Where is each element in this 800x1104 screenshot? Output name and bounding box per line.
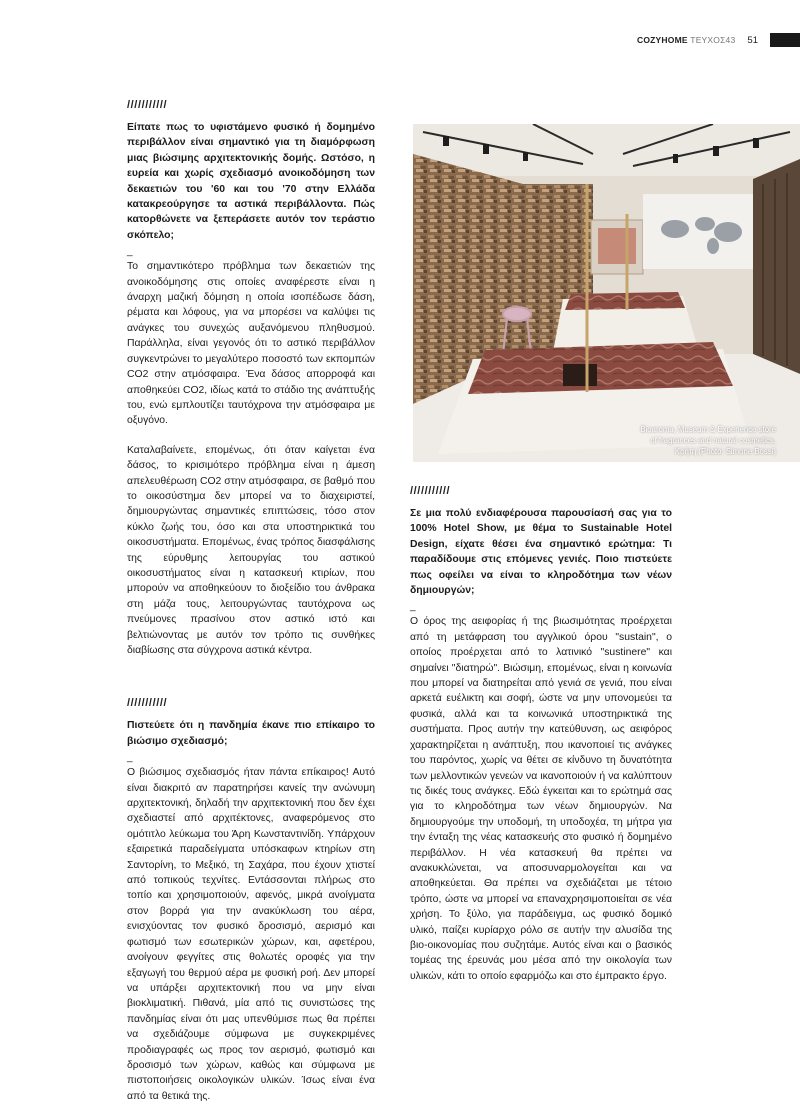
page-number: 51 bbox=[747, 34, 758, 46]
interview-question: Πιστεύετε ότι η πανδημία έκανε πιο επίκαιρο το βιώσιμο σχεδιασμό; bbox=[127, 720, 375, 747]
paragraph-gap bbox=[127, 429, 375, 443]
caption-line: Κρήτη (Photo: Simone Bossi) bbox=[674, 447, 776, 456]
magazine-name bbox=[637, 35, 735, 45]
answer-dash: _ bbox=[410, 601, 416, 613]
answer-paragraph: Καταλαβαίνετε, επομένως, ότι όταν καίγεται ένα δάσος, το κρισιμότερο πρόβλημα είναι η άμεση απελευθέρωση CO2 στην ατμόσφαιρα, σε βαθμό που το οικοσύστημα δεν μπορεί να το διαχειριστεί, δημιουργώντας σημαντικές επιπτώσεις, τόσο στον κύκλο ζωής του, όσο και στα υποστηρικτικά του οικοσυστήματα. Επομένως, ένας τρόπος διασφάλισης της εύρυθμης λειτουργίας του αστικού οικοσυστήματος είναι η κατασκευή κτιρίων, που μπορούν να αποθηκεύουν το διοξείδιο του άνθρακα στη μάζα τους, λειτουργώντας ταυτόχρονα ως πνεύμονες πρασίνου στον αστικό ιστό και βελτιώνοντας με αυτόν τον τρόπο τις συνθήκες διαβίωσης στα σύγχρονα αστικά κέντρα. bbox=[127, 444, 375, 656]
answer-dash: _ bbox=[127, 246, 133, 258]
section-marker: /////////// bbox=[127, 99, 168, 111]
caption-line: Bioaroma, Museum & Experience store bbox=[640, 425, 776, 434]
answer-paragraph: Ο όρος της αειφορίας ή της βιωσιμότητας προέρχεται από τη μετάφραση του αγγλικού όρου "sustain", ο οποίος προέρχεται από το λατινικό "sustinere" και σημαίνει "διατηρώ". Βιώσιμη, επομένως, είναι η κοινωνία που μπορεί να διατηρείται από γενιά σε γενιά, που είναι αρκετά ευέλικτη και σοφή, ώστε να μην υπονομεύει τα φυσικά, αλλά και τα κοινωνικά υποστηρικτικά της συστήματα. Προς αυτήν την κατεύθυνση, ως αειφόρος χαρακτηρίζεται η ανάπτυξη, που ικανοποιεί τις ανάγκες του παρόντος, χωρίς να θέτει σε κίνδυνο τη δυνατότητα των μελλοντικών γενεών να ικανοποιούν ή να καλύπτουν τις δικές τους ανάγκες. Εδώ έγκειται και το ερώτημά σας για το κληροδότημα των νέων δημιουργών. Να δημιουργούμε την υποδομή, τη υποδοχέα, τη μήτρα για την ένταξη της νέας κατασκευής στο φυσικό ή δομημένο περιβάλλον. Η νέα κατασκευή θα πρέπει να ανακυκλώνεται, να αποσυναρμολογείται και να αποθηκεύεται. Θα πρέπει να σχεδιάζεται με τέτοιο τρόπο, ώστε να μπορεί να επαναχρησιμοποιείται σε νέα χρήση. Το ξύλο, για παράδειγμα, ως φυσικό δομικό υλικό, παίζει κυρίαρχο ρόλο σε αυτήν την αλυσίδα της βιο-οικονομίας που συζητάμε. Αυτός είναι και ο βασικός τομέας της έρευνάς μου μέσα από την οικολογία των υλικών, κάτι το οποίο εφαρμόζω και στο έμπρακτο έργο. bbox=[410, 616, 672, 982]
photo-caption bbox=[566, 424, 776, 457]
store-interior-illustration bbox=[413, 124, 800, 462]
answer-dash: _ bbox=[127, 752, 133, 764]
right-column bbox=[410, 484, 672, 984]
left-column bbox=[127, 98, 375, 1104]
answer-paragraph: Ο βιώσιμος σχεδιασμός ήταν πάντα επίκαιρος! Αυτό είναι διακριτό αν παρατηρήσει κανείς την ανώνυμη αρχιτεκτονική, δηλαδή την αρχιτεκτονική που δεν έχει σχεδιαστεί από αρχιτέκτονες, αναφερόμενος στο ομότιτλο λεύκωμα του Άρη Κωνσταντινίδη. Υπάρχουν εξαιρετικά παραδείγματα υπόσκαφων κτηρίων στη Σαντορίνη, το Μεξικό, τη Σαχάρα, που έχουν χτιστεί από τοπικούς τεχνίτες. Εντάσσονται πλήρως στο τοπίο και χρησιμοποιούν, αφενός, μικρά ανοίγματα στον βορρά για την ανακύκλωση του αέρα, ενισχύοντας τον φυσικό δροσισμό, αερισμό και φωτισμό των εσωτερικών χώρων, και, αφετέρου, ανοίγουν φεγγίτες στις θολωτές οροφές για την εξαγωγή του θερμού αέρα με φυσική ροή. Δεν μπορεί να υπάρξει αρχιτεκτονική που να μην είναι βιοκλιματική. Πιθανά, μία από τις συνιστώσες της πανδημίας είναι ότι μας υπενθύμισε πως θα πρέπει να σχεδιάζουμε σύμφωνα με συγκεκριμένες προδιαγραφές ως προς τον αερισμό, φωτισμό και δροσισμό των χώρων, καθώς και σύμφωνα με πιστοποιήσεις οικολογικών υλικών. Ίσως είναι ένα από τα θετικά της. bbox=[127, 767, 375, 1102]
interior-photo bbox=[413, 124, 800, 462]
section-marker: /////////// bbox=[127, 697, 168, 710]
section-marker: /////////// bbox=[410, 485, 451, 497]
interview-question: Σε μια πολύ ενδιαφέρουσα παρουσίασή σας για το 100% Hotel Show, με θέμα το Sustainable Hotel Design, είχατε θέσει ένα σημαντικό ερώτημα: Τι παραδίδουμε στις επόμενες γενιές. Ποιο πιστεύετε πως οφείλει να είναι το κληροδότημα των νέων δημιουργών; bbox=[410, 508, 672, 597]
interview-question: Είπατε πως το υφιστάμενο φυσικό ή δομημένο περιβάλλον είναι σημαντικό για τη διαμόρφωση μιας βιώσιμης αρχιτεκτονικής δομής. Ωστόσο, η ευρεία και χωρίς σχεδιασμό ανοικοδόμηση των δεκαετιών του '60 και του '70 στην Ελλάδα κατακρεούργησε τα αστικά περιβάλλοντα. Πώς κατορθώνετε να ξεπεράσετε αυτόν τον τεράστιο σκόπελο; bbox=[127, 122, 375, 241]
answer-paragraph: Το σημαντικότερο πρόβλημα των δεκαετιών της ανοικοδόμησης στις οποίες αναφέρεστε είναι η άναρχη μαζική δόμηση η οποία ισοπέδωσε δάση, ρέματα και λόφους, για να μπορέσει να καλύψει τις ανάγκες του συνεχώς αυξανόμενου πληθυσμού. Παράλληλα, είναι γεγονός ότι το αστικό περιβάλλον συγκεντρώνει το μεγαλύτερο ποσοστό των εκπομπών CO2 στην ατμόσφαιρα. Ένα δάσος απορροφά και αποθηκεύει CO2, ιδίως κατά το στάδιο της ανάπτυξής του, ενώ εμπλουτίζει ταυτόχρονα την ατμόσφαιρα με οξυγόνο. bbox=[127, 261, 375, 427]
magazine-brand: COZYHOME bbox=[637, 35, 688, 45]
caption-line: of fragrances and natural cosmetics, bbox=[650, 436, 776, 445]
magazine-issue: ΤΕΥΧΟΣ43 bbox=[687, 35, 736, 45]
page-tab-marker bbox=[770, 33, 800, 47]
section-gap bbox=[127, 658, 375, 696]
page-header bbox=[637, 33, 800, 47]
